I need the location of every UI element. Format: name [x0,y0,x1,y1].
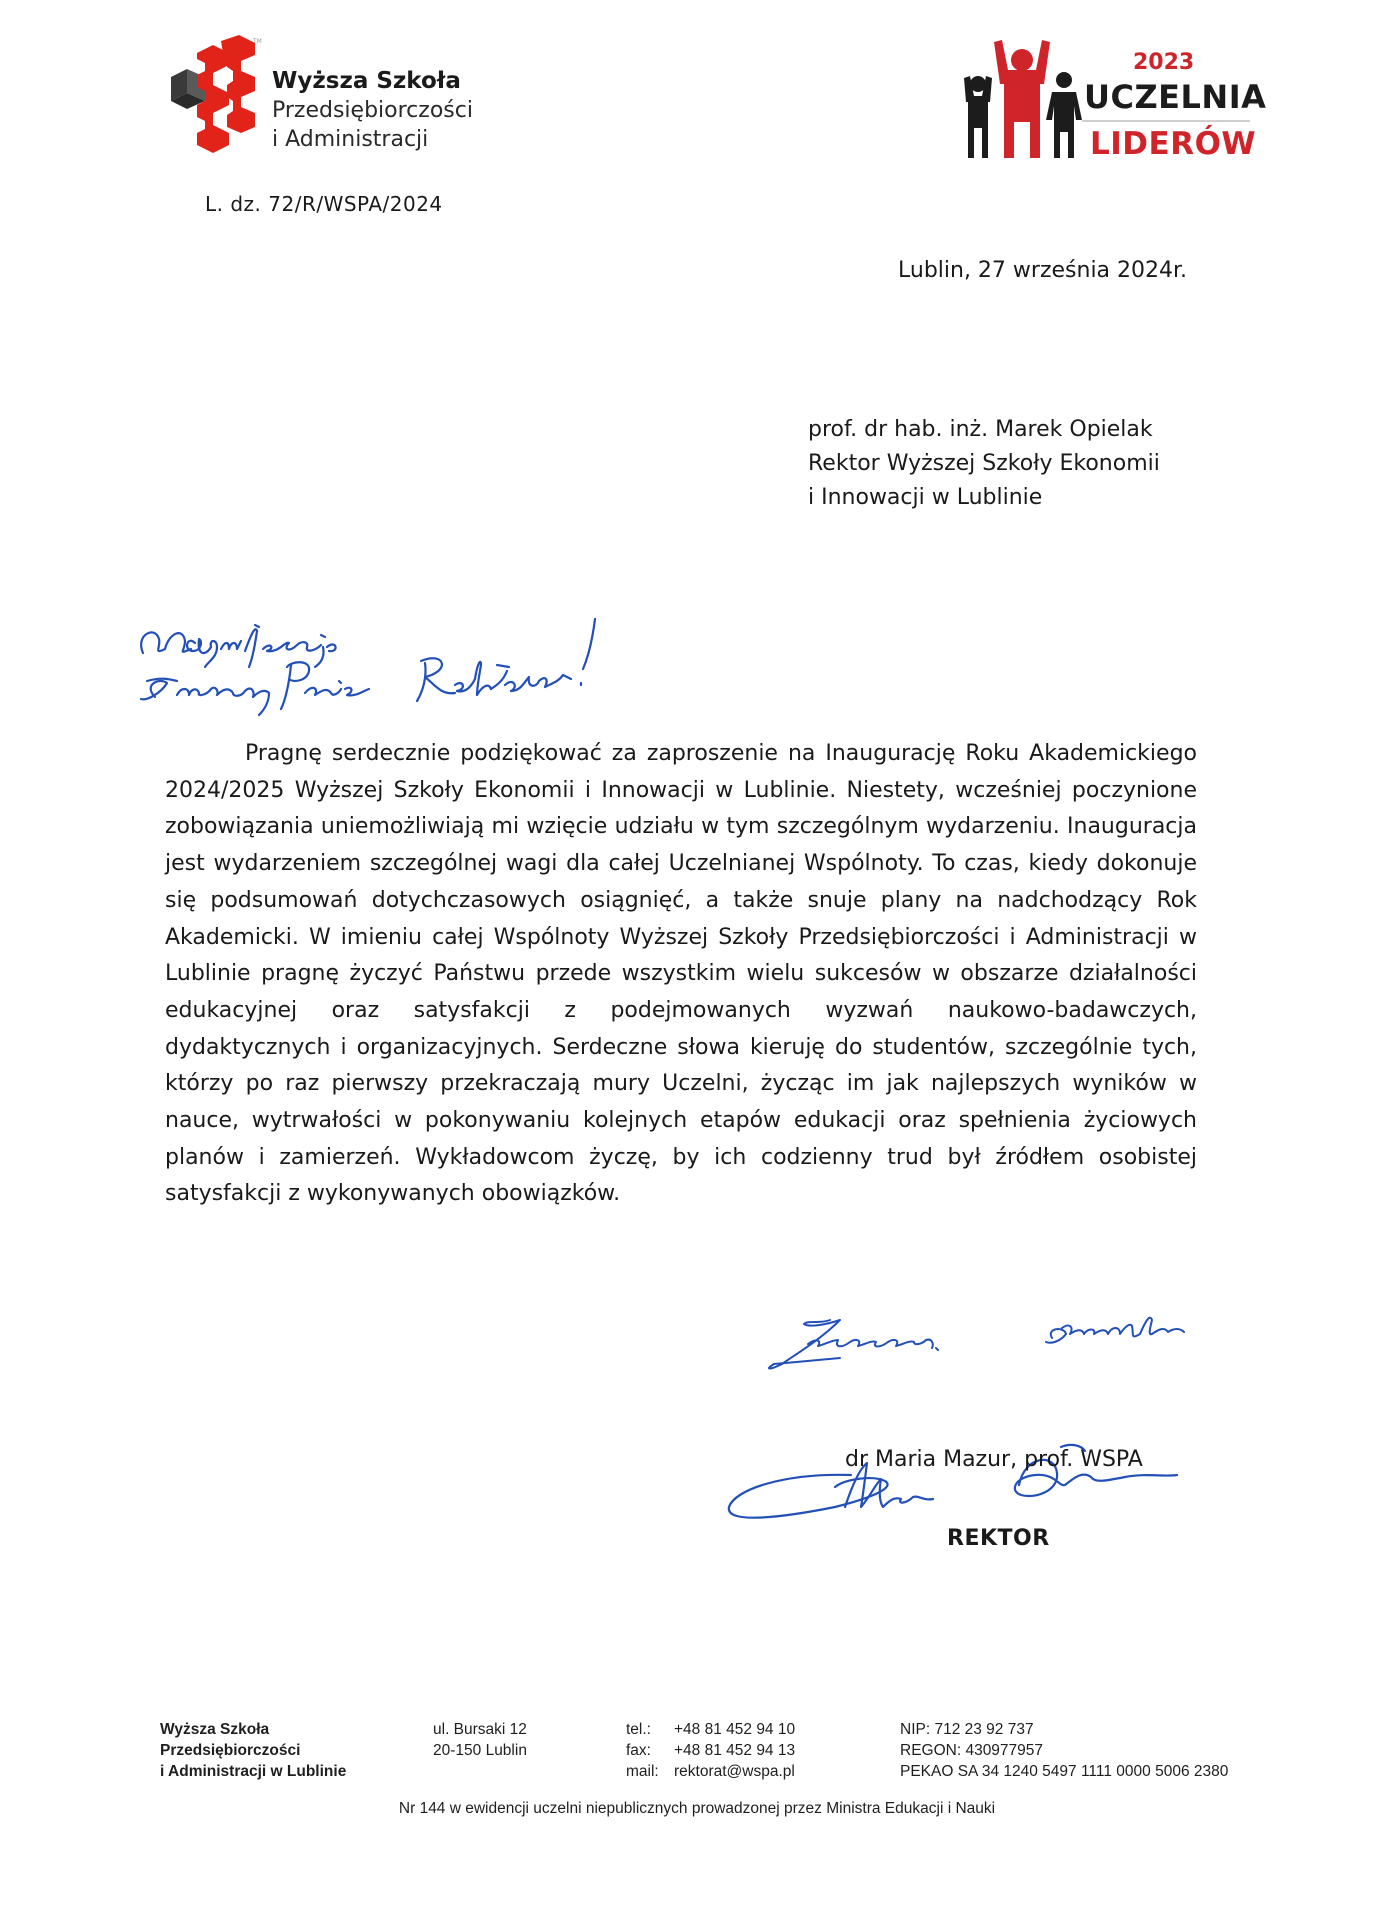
svg-text:TM: TM [253,38,262,45]
logo-left-line3: i Administracji [272,127,429,152]
signatory-name: dr Maria Mazur, prof. WSPA [845,1447,1143,1472]
footer-address-line: 20-150 Lublin [433,1742,527,1759]
footer-contact [626,1719,795,1782]
footer-mail [626,1761,795,1782]
logo-right-line2: LIDERÓW [1090,126,1257,162]
logo-right-divider [1082,120,1250,122]
handwritten-closing [700,1310,1270,1400]
footer-fax-value: +48 81 452 94 13 [674,1742,796,1759]
handwritten-greeting [125,605,745,730]
signature [725,1425,1185,1535]
addressee-line1: prof. dr hab. inż. Marek Opielak [808,417,1153,442]
addressee-line3: i Innowacji w Lublinie [808,485,1043,510]
footer-mail-value: rektorat@wspa.pl [674,1763,795,1780]
footer-fax [626,1740,795,1761]
footer-fax-label: fax: [626,1742,651,1759]
footer-address-line: ul. Bursaki 12 [433,1721,527,1738]
footer-regon: REGON: 430977957 [900,1742,1044,1759]
footer-nip: NIP: 712 23 92 737 [900,1721,1034,1738]
letter-date: Lublin, 27 września 2024r. [898,258,1188,283]
footer-address [433,1719,527,1761]
footer-phone [626,1719,795,1740]
footer-phone-label: tel.: [626,1721,651,1738]
footer-name-line: i Administracji w Lublinie [160,1763,347,1780]
logo-left-line1: Wyższa Szkoła [272,68,461,94]
wspa-logo [165,35,495,165]
logo-left-line2: Przedsiębiorczości [272,98,473,123]
footer-bank-account: PEKAO SA 34 1240 5497 1111 0000 5006 2380 [900,1763,1229,1780]
uczelnia-liderow-logo [960,40,1267,170]
reference-number: L. dz. 72/R/WSPA/2024 [205,192,443,216]
footer-ids [900,1719,1228,1782]
addressee-block [808,413,1160,515]
footer-mail-label: mail: [626,1763,659,1780]
addressee-line2: Rektor Wyższej Szkoły Ekonomii [808,451,1160,476]
letter-body: Pragnę serdecznie podziękować za zaproszenie na Inaugurację Roku Akademickiego 2024/2025 Wyższej Szkoły Ekonomii i Innowacji w Lublinie. Niestety, wcześniej poczynione zobowiązania uniemożliwiają mi wzięcie udziału w tym szczególnym wydarzeniu. Inauguracja jest wydarzeniem szczególnej wagi dla całej Uczelnianej Wspólnoty. To czas, kiedy dokonuje się podsumowań dotychczasowych osiągnięć, a także snuje plany na nadchodzący Rok Akademicki. W imieniu całej Wspólnoty Wyższej Szkoły Przedsiębiorczości i Administracji w Lublinie pragnę życzyć Państwu przede wszystkim wielu sukcesów w obszarze działalności edukacyjnej oraz satysfakcji z podejmowanych wyzwań naukowo-badawczych, dydaktycznych i organizacyjnych. Serdeczne słowa kieruję do studentów, szczególnie tych, którzy po raz pierwszy przekraczają mury Uczelni, życząc im jak najlepszych wyników w nauce, wytrwałości w pokonywaniu kolejnych etapów edukacji oraz spełnienia życiowych planów i zamierzeń. Wykładowcom życzę, by ich codzienny trud był źródłem osobistej satysfakcji z wykonywanych obowiązków. [165,741,1197,1207]
footer-name-line: Przedsiębiorczości [160,1742,301,1759]
footer-phone-value: +48 81 452 94 10 [674,1721,796,1738]
footer-registry-note: Nr 144 w ewidencji uczelni niepublicznych prowadzonej przez Ministra Edukacji i Nauki [398,1800,996,1817]
wspa-logo-icon [165,35,265,155]
footer-name-line: Wyższa Szkoła [160,1721,270,1738]
uczelnia-liderow-figures-icon [960,40,1085,160]
signatory-role: REKTOR [947,1526,1050,1551]
footer-institution [160,1719,346,1782]
logo-right-year: 2023 [1133,50,1195,75]
logo-right-line1: UCZELNIA [1084,78,1267,116]
